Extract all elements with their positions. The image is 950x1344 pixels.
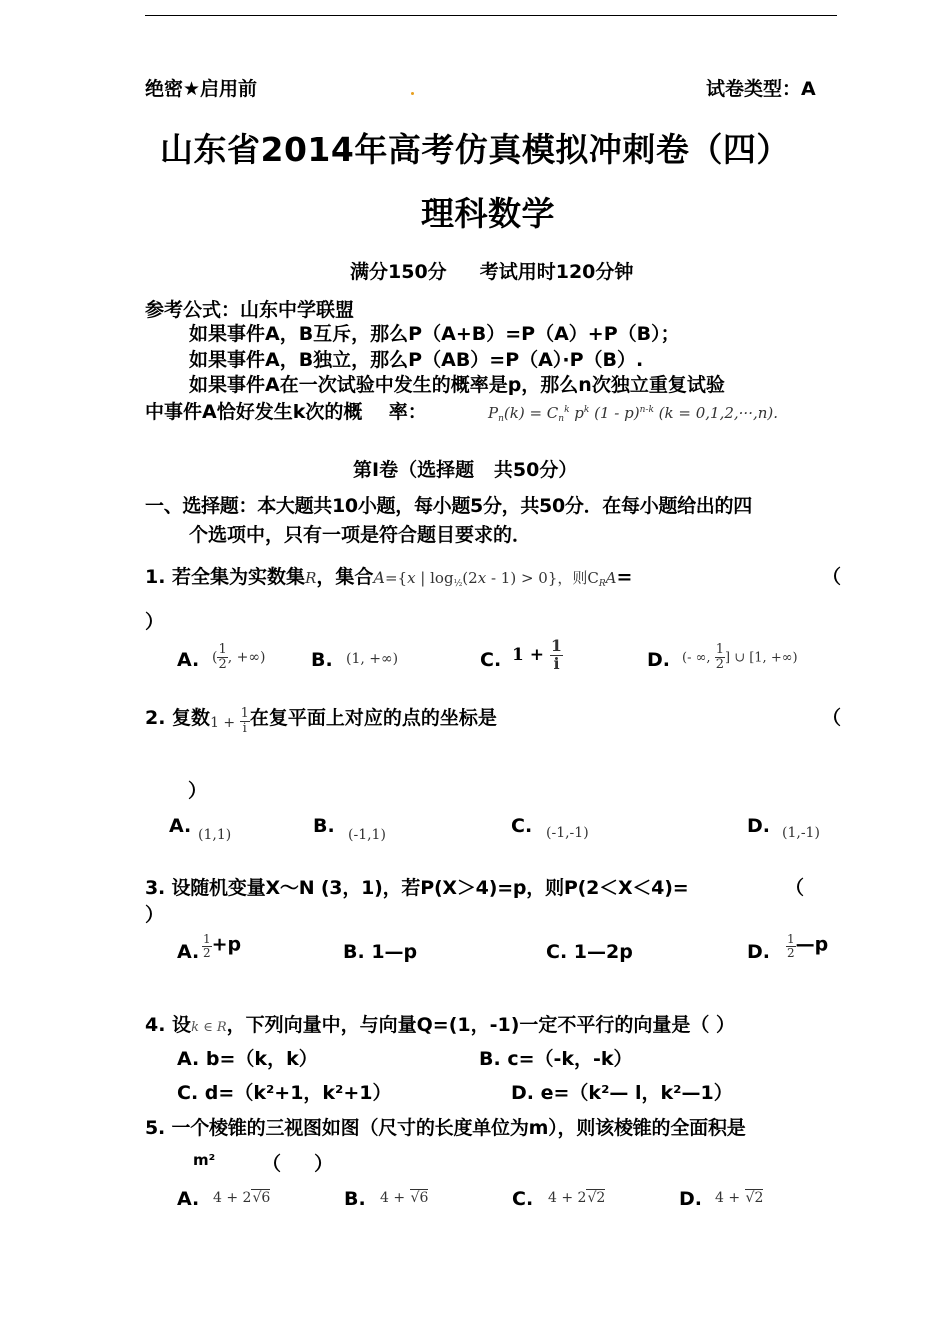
q1-set-a: A — [373, 568, 385, 587]
q3-option-d-label: D. — [747, 941, 770, 963]
score-time-info: 满分150分 考试用时120分钟 — [350, 261, 634, 283]
q5-option-a[interactable] — [177, 1188, 199, 1210]
section-instructions-2: 个选项中，只有一项是符合题目要求的． — [189, 524, 532, 546]
q3-option-d-value: $\frac{1}{2}$ —p — [787, 932, 829, 960]
q3-option-c-value: 1—2p — [573, 941, 633, 963]
formula-mutually-exclusive: 如果事件A，B互斥，那么P（A+B）=P（A）+P（B）； — [189, 323, 680, 345]
q2-option-b-value: (-1,1) — [348, 827, 386, 843]
q5-option-b-label: B. — [344, 1188, 366, 1210]
q1-option-d-label: D. — [647, 649, 670, 671]
q1-paren-open: （ — [822, 566, 842, 588]
q4-option-a-value: b=（k，k） — [205, 1048, 318, 1070]
q4-stem-a: 4. 设 — [145, 1014, 192, 1036]
q5-option-a-value: 4 + 2√6 — [213, 1190, 271, 1206]
q3-option-a[interactable] — [177, 941, 199, 963]
q3-option-a-label: A. — [177, 941, 200, 963]
q2-option-b[interactable] — [313, 815, 335, 837]
confidential-label: 绝密★启用前 — [145, 78, 258, 100]
q1-option-a[interactable] — [177, 649, 199, 671]
q5-option-d[interactable] — [679, 1188, 702, 1210]
q2-stem-text: 2. 复数 — [145, 707, 211, 729]
q5-option-b[interactable] — [344, 1188, 366, 1210]
q3-option-b[interactable] — [343, 941, 417, 963]
q4-stem — [145, 1010, 735, 1037]
q4-option-b-label: B. — [479, 1048, 501, 1070]
binomial-formula: $P_n(k) = C_n^k$ $p^k$ (1 - p)$^{n-k}$ (k = 0,1,2,···,n). — [488, 404, 779, 424]
q3-option-a-value: $\frac{1}{2}$ +p — [203, 932, 242, 960]
section-title: 第Ⅰ卷（选择题 共50分） — [353, 459, 578, 481]
q1-option-b-label: B. — [311, 649, 333, 671]
q5-option-b-value: 4 + √6 — [380, 1190, 429, 1206]
q2-paren-open: （ — [822, 707, 842, 729]
q2-option-d-value: (1,-1) — [782, 825, 820, 841]
exam-title: 山东省2014年高考仿真模拟冲刺卷（四） — [160, 130, 790, 169]
q1-paren-close: ） — [145, 611, 165, 633]
subject-title: 理科数学 — [421, 194, 555, 233]
q3-stem: 3. 设随机变量X～N (3，1)，若P(X＞4)=p，则P(2＜X＜4)= — [145, 877, 689, 899]
q4-option-d-value: e=（k²— l，k²—1） — [540, 1082, 733, 1104]
q3-option-a-text: +p — [211, 933, 242, 956]
q5-option-c[interactable] — [512, 1188, 533, 1210]
q5-option-d-value: 4 + √2 — [715, 1190, 764, 1206]
q2-stem: 2. 复数1 + $\frac{1}{i}$ 在复平面上对应的点的坐标是 — [145, 706, 497, 736]
q3-option-c[interactable] — [546, 941, 633, 963]
q4-stem-b: ，下列向量中，与向量Q=(1，-1)一定不平行的向量是（ ） — [226, 1014, 736, 1036]
q3-option-d-text: —p — [795, 933, 829, 956]
q1-option-c-label: C. — [480, 649, 502, 671]
formula-bernoulli-line: 如果事件A在一次试验中发生的概率是p，那么n次独立重复试验 — [189, 374, 725, 396]
q2-option-d-label: D. — [747, 815, 770, 837]
q2-option-c-label: C. — [511, 815, 533, 837]
formula-independent: 如果事件A，B独立，那么P（AB）=P（A）·P（B）. — [189, 349, 644, 371]
q1-option-c[interactable] — [480, 649, 501, 671]
q5-paren: （ ） — [262, 1153, 334, 1175]
q4-option-d[interactable] — [511, 1078, 733, 1105]
q4-option-c-label: C. — [177, 1082, 199, 1104]
q5-option-c-value: 4 + 2√2 — [548, 1190, 606, 1206]
q4-option-b[interactable] — [479, 1044, 633, 1071]
q5-option-a-label: A. — [177, 1188, 200, 1210]
q5-option-d-label: D. — [679, 1188, 702, 1210]
q1-stem — [145, 562, 632, 589]
q2-option-c[interactable] — [511, 815, 532, 837]
q3-paren-close: ） — [145, 904, 165, 926]
q1-stem-text: 1. 若全集为实数集 — [145, 566, 306, 588]
q1-option-a-label: A. — [177, 649, 200, 671]
q4-option-c[interactable] — [177, 1078, 392, 1105]
q3-option-c-label: C. — [546, 941, 568, 963]
q1-option-b-value: (1, +∞) — [346, 651, 399, 667]
q4-option-d-label: D. — [511, 1082, 534, 1104]
q1-real-set: R — [305, 569, 317, 587]
top-rule — [145, 15, 837, 16]
q2-option-a[interactable] — [169, 815, 191, 837]
q1-option-c-value: 1 + $\frac{1}{i}$ — [512, 636, 563, 673]
q2-option-c-value: (-1,-1) — [546, 825, 589, 841]
decorative-dot — [411, 92, 414, 95]
q1-equals: = — [616, 566, 633, 588]
paper-type-label: 试卷类型：A — [706, 78, 816, 100]
q1-option-b[interactable] — [311, 649, 333, 671]
q3-option-d[interactable] — [747, 941, 770, 963]
q1-option-a-value: ( $\frac{1}{2}$ , +∞) — [212, 642, 266, 672]
q4-option-c-value: d=（k²+1，k²+1） — [204, 1082, 392, 1104]
q4-option-a[interactable] — [177, 1044, 318, 1071]
q1-set-expression: ={x | $\log_{\frac{1}{2}}(2x - 1) > 0$}，则$C_RA$ — [384, 569, 617, 589]
section-instructions-1: 一、选择题：本大题共10小题，每小题5分，共50分．在每小题给出的四 — [145, 495, 752, 517]
q5-stem: 5. 一个棱锥的三视图如图（尺寸的长度单位为m），则该棱锥的全面积是 — [145, 1117, 746, 1139]
formula-bernoulli-line2: 中事件A恰好发生k次的概 率： — [145, 401, 427, 423]
q4-k-in-r: k ∈ R — [191, 1020, 227, 1035]
q2-paren-close: ） — [188, 780, 208, 802]
q3-paren-open: （ — [785, 877, 805, 899]
formula-heading: 参考公式：山东中学联盟 — [145, 299, 355, 321]
q2-option-a-value: (1,1) — [198, 827, 232, 843]
q1-stem-mid: ，集合 — [316, 566, 374, 588]
q3-option-b-value: 1—p — [371, 941, 418, 963]
q2-option-d[interactable] — [747, 815, 770, 837]
q1-option-d-value: (- ∞, $\frac{1}{2}$ ] ∪ [1, +∞) — [682, 642, 798, 672]
q4-option-b-value: c=（-k，-k） — [507, 1048, 633, 1070]
q2-stem-end: 在复平面上对应的点的坐标是 — [249, 707, 497, 729]
q1-option-d[interactable] — [647, 649, 670, 671]
q4-option-a-label: A. — [177, 1048, 200, 1070]
q3-option-b-label: B. — [343, 941, 365, 963]
q2-option-a-label: A. — [169, 815, 192, 837]
q5-option-c-label: C. — [512, 1188, 534, 1210]
q2-option-b-label: B. — [313, 815, 335, 837]
q5-unit: m² — [193, 1151, 216, 1169]
